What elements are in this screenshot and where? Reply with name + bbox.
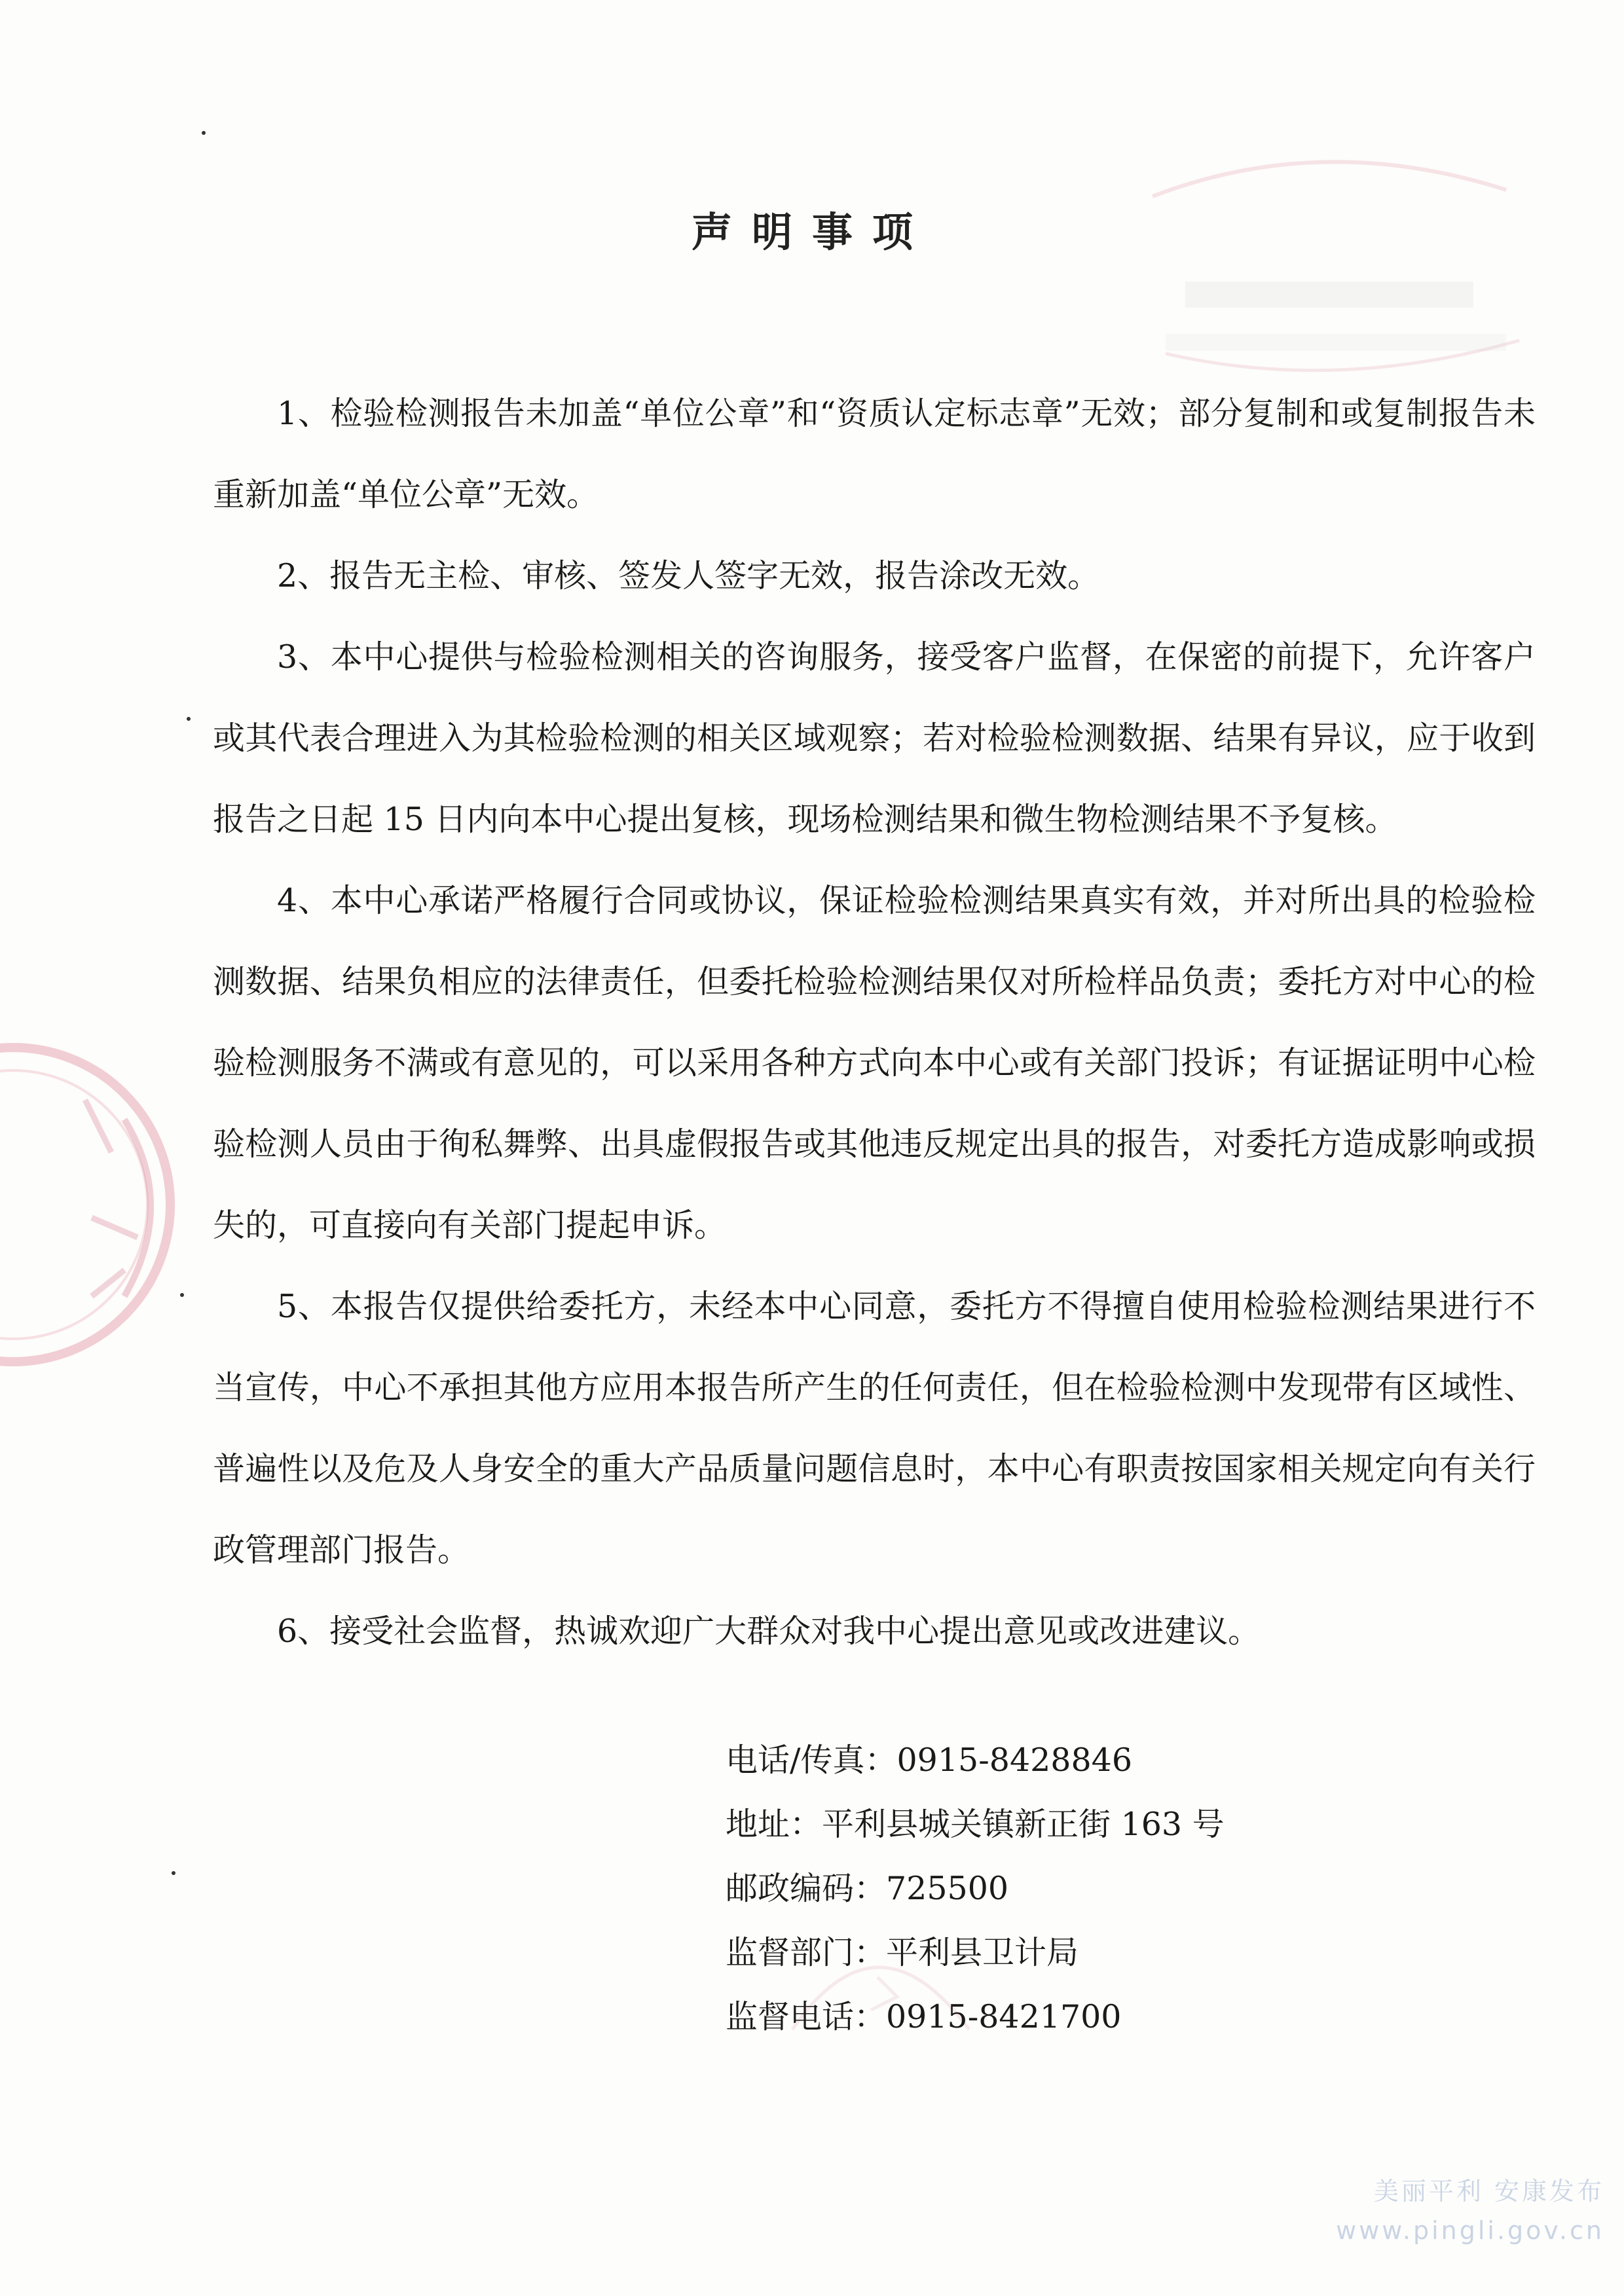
statement-item-4: 4、本中心承诺严格履行合同或协议，保证检验检测结果真实有效，并对所出具的检验检测数据、结果负相应的法律责任，但委托检验检测结果仅对所检样品负责；委托方对中心的检验检测服务不满或有意见的，可以采用各种方式向本中心或有关部门投诉；有证据证明中心检验检测人员由于徇私舞弊、出具虚假报告或其他违反规定出具的报告，对委托方造成影响或损失的，可直接向有关部门提起申诉。 xyxy=(213,882,1536,1244)
contact-block xyxy=(726,1728,1225,2049)
watermark-url: www.pingli.gov.cn xyxy=(1336,2216,1604,2245)
supervisor-phone: 监督电话：0915-8421700 xyxy=(726,1998,1122,2035)
site-watermark xyxy=(1336,2172,1604,2250)
scan-speck xyxy=(187,717,191,721)
statement-item-1: 1、检验检测报告未加盖“单位公章”和“资质认定标志章”无效；部分复制和或复制报告未重新加盖“单位公章”无效。 xyxy=(213,395,1536,513)
page-title: 声明事项 xyxy=(691,208,932,256)
statement-body xyxy=(213,373,1536,1672)
postcode: 邮政编码：725500 xyxy=(726,1870,1009,1907)
watermark-slogan: 美丽平利 安康发布 xyxy=(1373,2177,1604,2206)
address: 地址：平利县城关镇新正街 163 号 xyxy=(726,1806,1225,1843)
supervisor-department: 监督部门：平利县卫计局 xyxy=(726,1934,1079,1971)
scan-speck xyxy=(202,131,206,135)
statement-item-3: 3、本中心提供与检验检测相关的咨询服务，接受客户监督，在保密的前提下，允许客户或其代表合理进入为其检验检测的相关区域观察；若对检验检测数据、结果有异议，应于收到报告之日起 15 日内向本中心提出复核，现场检测结果和微生物检测结果不予复核。 xyxy=(213,638,1536,838)
statement-item-6: 6、接受社会监督，热诚欢迎广大群众对我中心提出意见或改进建议。 xyxy=(277,1613,1261,1650)
scan-speck xyxy=(172,1871,175,1875)
phone-fax: 电话/传真：0915-8428846 xyxy=(726,1741,1132,1779)
statement-item-2: 2、报告无主检、审核、签发人签字无效，报告涂改无效。 xyxy=(277,557,1100,594)
red-seal-left xyxy=(0,1021,242,1388)
statement-item-5: 5、本报告仅提供给委托方，未经本中心同意，委托方不得擅自使用检验检测结果进行不当宣传，中心不承担其他方应用本报告所产生的任何责任，但在检验检测中发现带有区域性、普遍性以及危及人身安全的重大产品质量问题信息时，本中心有职责按国家相关规定向有关行政管理部门报告。 xyxy=(213,1288,1536,1569)
scan-speck xyxy=(180,1293,184,1297)
